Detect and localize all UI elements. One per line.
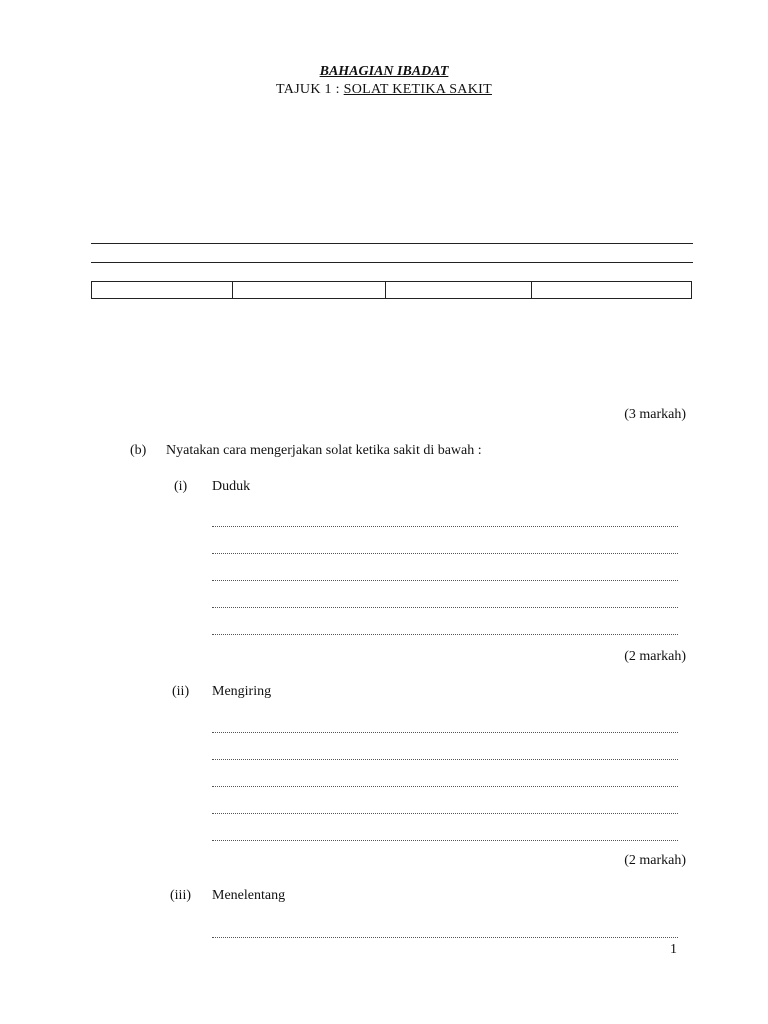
answer-dotted-line[interactable] [212,553,678,554]
table-row [92,282,692,299]
table-cell[interactable] [386,282,532,299]
answer-dotted-line[interactable] [212,813,678,814]
answer-dotted-line[interactable] [212,786,678,787]
answer-dotted-line[interactable] [212,732,678,733]
answer-dotted-line[interactable] [212,759,678,760]
table-cell[interactable] [233,282,386,299]
answer-dotted-line[interactable] [212,607,678,608]
topic-prefix: TAJUK 1 : [276,82,340,97]
subquestion-text: Mengiring [212,684,272,699]
answer-dotted-line[interactable] [212,580,678,581]
question-label: (b) [130,443,147,458]
question-text: Nyatakan cara mengerjakan solat ketika sakit di bawah : [166,443,482,458]
table-cell[interactable] [92,282,233,299]
answer-dotted-line[interactable] [212,526,678,527]
topic-heading [0,82,768,98]
topic-name: SOLAT KETIKA SAKIT [343,82,492,97]
answer-rule [91,243,693,244]
subquestion-label: (ii) [172,684,190,699]
subquestion-label: (i) [174,479,188,494]
answer-dotted-line[interactable] [212,840,678,841]
subquestion-marks: (2 markah) [624,649,686,664]
subquestion-text: Duduk [212,479,251,494]
answer-table [91,281,692,299]
subquestion-marks: (2 markah) [624,853,686,868]
answer-dotted-line[interactable] [212,937,678,938]
answer-rule [91,262,693,263]
subquestion-text: Menelentang [212,888,286,903]
section-title: BAHAGIAN IBADAT [319,64,449,79]
part-a-marks: (3 markah) [624,407,686,422]
answer-dotted-line[interactable] [212,634,678,635]
table-cell[interactable] [532,282,692,299]
page-number: 1 [670,942,677,957]
subquestion-label: (iii) [170,888,191,903]
